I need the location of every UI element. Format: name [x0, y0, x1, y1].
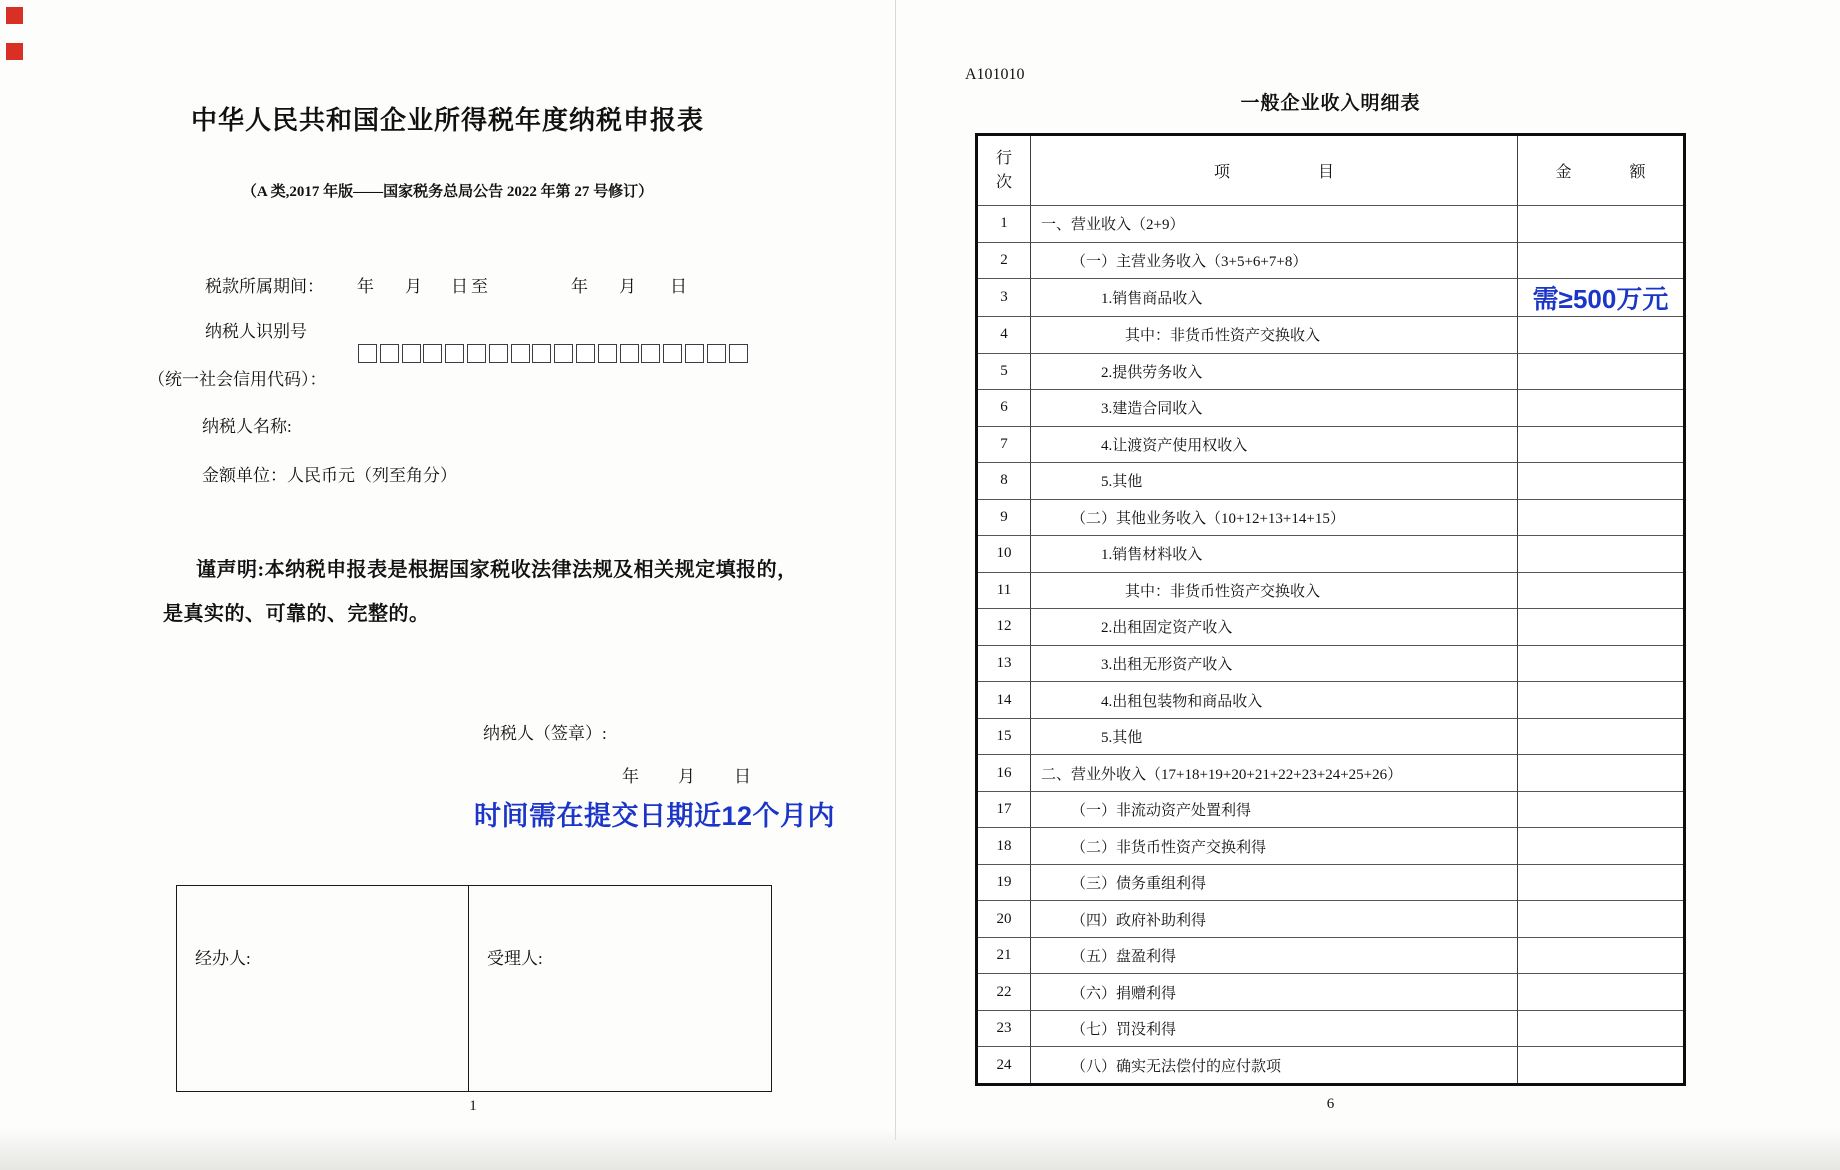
row-no-cell: 6	[978, 389, 1030, 426]
row-item-cell: 3.建造合同收入	[1030, 389, 1517, 426]
row-no-cell: 22	[978, 973, 1030, 1010]
row-no-cell: 14	[978, 681, 1030, 718]
row-no-cell: 13	[978, 645, 1030, 682]
id-checkbox	[620, 344, 639, 363]
row-no-cell: 19	[978, 864, 1030, 901]
row-item-cell: 其中：非货币性资产交换收入	[1030, 572, 1517, 609]
id-checkbox	[641, 344, 660, 363]
declaration-line-2: 是真实的、可靠的、完整的。	[163, 603, 430, 625]
taxpayer-id-code-label: （统一社会信用代码）：	[148, 370, 327, 389]
amount-unit-label: 金额单位：人民币元（列至角分）	[202, 466, 457, 485]
row-item-cell: 4.出租包装物和商品收入	[1030, 681, 1517, 718]
row-no-cell: 2	[978, 242, 1030, 279]
row-no-cell: 21	[978, 937, 1030, 974]
amount-annotation: 需≥500万元	[1532, 284, 1669, 315]
form-code: A101010	[965, 66, 1025, 83]
row-amount-cell	[1517, 242, 1683, 279]
row-no-cell: 11	[978, 572, 1030, 609]
id-checkbox	[511, 344, 530, 363]
row-item-cell: 5.其他	[1030, 718, 1517, 755]
income-table	[975, 133, 1704, 1086]
period-field: 日	[451, 277, 468, 296]
row-item-cell: 5.其他	[1030, 462, 1517, 499]
row-item-cell: （五）盘盈利得	[1030, 937, 1517, 974]
row-item-cell: （四）政府补助利得	[1030, 900, 1517, 937]
id-checkbox	[445, 344, 464, 363]
row-item-cell: （二）其他业务收入（10+12+13+14+15）	[1030, 499, 1517, 536]
row-amount-cell	[1517, 462, 1683, 499]
id-checkbox	[467, 344, 486, 363]
handler-cell	[177, 886, 469, 1091]
row-item-cell: 3.出租无形资产收入	[1030, 645, 1517, 682]
row-no-cell: 5	[978, 353, 1030, 390]
row-item-cell: 2.出租固定资产收入	[1030, 608, 1517, 645]
row-item-cell: （一）主营业务收入（3+5+6+7+8）	[1030, 242, 1517, 279]
tax-period-label: 税款所属期间：	[205, 277, 324, 296]
row-no-cell: 1	[978, 205, 1030, 242]
date-field: 日	[734, 767, 751, 786]
id-checkbox	[576, 344, 595, 363]
row-item-cell: （三）债务重组利得	[1030, 864, 1517, 901]
row-amount-cell	[1517, 937, 1683, 974]
header-item: 项目	[1030, 136, 1517, 205]
row-no-cell: 3	[978, 278, 1030, 316]
row-amount-cell	[1517, 316, 1683, 353]
row-amount-cell	[1517, 864, 1683, 901]
row-no-cell: 23	[978, 1010, 1030, 1047]
page-number-right: 6	[1326, 1096, 1335, 1112]
id-checkbox	[685, 344, 704, 363]
handler-box	[176, 885, 772, 1092]
declaration-line-1: 谨声明:本纳税申报表是根据国家税收法律法规及相关规定填报的，	[196, 559, 798, 581]
row-amount-cell	[1517, 718, 1683, 755]
id-checkbox	[663, 344, 682, 363]
corner-marker	[6, 43, 23, 60]
row-amount-cell	[1517, 389, 1683, 426]
period-field: 月	[405, 277, 422, 296]
income-table-title: 一般企业收入明细表	[1240, 93, 1421, 114]
id-checkbox	[380, 344, 399, 363]
row-no-cell: 7	[978, 426, 1030, 463]
period-field: 至	[471, 277, 488, 296]
row-no-cell: 12	[978, 608, 1030, 645]
row-no-cell: 9	[978, 499, 1030, 536]
row-item-cell: （二）非货币性资产交换利得	[1030, 827, 1517, 864]
corner-marker	[6, 7, 23, 24]
row-amount-cell	[1517, 645, 1683, 682]
row-no-cell: 15	[978, 718, 1030, 755]
row-amount-cell	[1517, 973, 1683, 1010]
id-checkbox	[729, 344, 748, 363]
row-amount-cell	[1517, 681, 1683, 718]
period-field: 日	[670, 277, 687, 296]
row-item-cell: 二、营业外收入（17+18+19+20+21+22+23+24+25+26）	[1030, 754, 1517, 791]
row-item-cell: （一）非流动资产处置利得	[1030, 791, 1517, 828]
row-item-cell: 1.销售商品收入	[1030, 278, 1517, 316]
row-amount-cell	[1517, 205, 1683, 242]
id-checkbox	[532, 344, 551, 363]
id-checkbox	[554, 344, 573, 363]
id-checkbox	[598, 344, 617, 363]
period-field: 月	[619, 277, 636, 296]
row-item-cell: 一、营业收入（2+9）	[1030, 205, 1517, 242]
date-field: 年	[622, 767, 639, 786]
row-no-cell: 8	[978, 462, 1030, 499]
form-subtitle: （A 类,2017 年版——国家税务总局公告 2022 年第 27 号修订）	[241, 184, 654, 200]
taxpayer-name-label: 纳税人名称:	[202, 417, 292, 436]
row-item-cell: （七）罚没利得	[1030, 1010, 1517, 1047]
row-item-cell: 4.让渡资产使用权收入	[1030, 426, 1517, 463]
row-amount-cell	[1517, 535, 1683, 572]
row-no-cell: 16	[978, 754, 1030, 791]
row-no-cell: 17	[978, 791, 1030, 828]
row-no-cell: 20	[978, 900, 1030, 937]
row-no-cell: 10	[978, 535, 1030, 572]
row-amount-cell	[1517, 278, 1683, 316]
acceptor-label: 受理人:	[487, 949, 543, 968]
row-item-cell: 1.销售材料收入	[1030, 535, 1517, 572]
period-field: 年	[357, 277, 374, 296]
row-amount-cell	[1517, 900, 1683, 937]
id-checkbox	[358, 344, 377, 363]
date-annotation-note: 时间需在提交日期近12个月内	[474, 801, 836, 831]
row-item-cell: （八）确实无法偿付的应付款项	[1030, 1046, 1517, 1083]
row-no-cell: 4	[978, 316, 1030, 353]
row-amount-cell	[1517, 608, 1683, 645]
row-item-cell: 其中：非货币性资产交换收入	[1030, 316, 1517, 353]
form-title: 中华人民共和国企业所得税年度纳税申报表	[190, 106, 704, 135]
row-amount-cell	[1517, 1046, 1683, 1083]
id-checkbox	[423, 344, 442, 363]
header-amount: 金额	[1517, 136, 1683, 205]
row-amount-cell	[1517, 791, 1683, 828]
row-no-cell: 18	[978, 827, 1030, 864]
tax-period-row	[205, 272, 687, 297]
date-field: 月	[678, 767, 695, 786]
id-checkbox	[402, 344, 421, 363]
row-amount-cell	[1517, 499, 1683, 536]
period-field: 年	[571, 277, 588, 296]
signature-label: 纳税人（签章）:	[483, 724, 607, 743]
id-checkbox-row	[358, 344, 748, 363]
handler-label: 经办人:	[195, 949, 251, 968]
header-row-no: 行次	[995, 149, 1012, 191]
row-amount-cell	[1517, 353, 1683, 390]
taxpayer-id-label: 纳税人识别号	[205, 322, 307, 341]
row-amount-cell	[1517, 426, 1683, 463]
row-amount-cell	[1517, 572, 1683, 609]
page-number-left: 1	[469, 1098, 477, 1114]
row-no-cell: 24	[978, 1046, 1030, 1083]
id-checkbox	[707, 344, 726, 363]
acceptor-cell	[469, 886, 771, 1091]
id-checkbox	[489, 344, 508, 363]
signature-date-row	[622, 762, 751, 787]
row-item-cell: （六）捐赠利得	[1030, 973, 1517, 1010]
row-amount-cell	[1517, 827, 1683, 864]
row-amount-cell	[1517, 1010, 1683, 1047]
row-amount-cell	[1517, 754, 1683, 791]
row-item-cell: 2.提供劳务收入	[1030, 353, 1517, 390]
page-divider	[895, 0, 896, 1140]
